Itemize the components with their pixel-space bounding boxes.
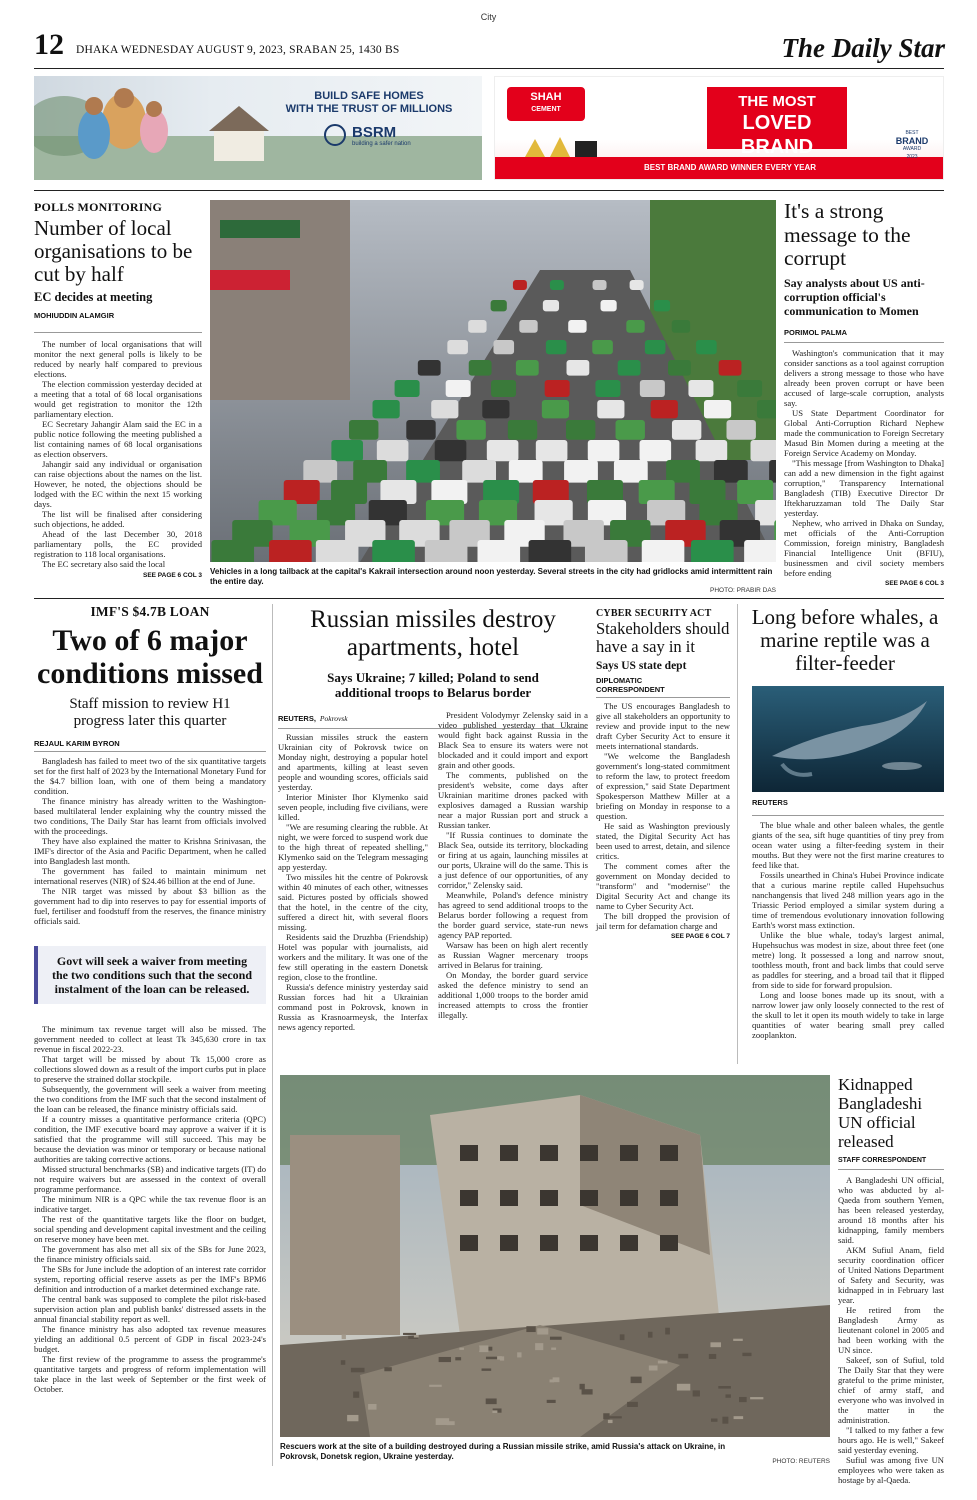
rubble-shape xyxy=(620,1334,625,1340)
vehicle-shape xyxy=(477,540,520,562)
imf-subhead: Staff mission to review H1 progress later this quarter xyxy=(69,696,231,729)
rubble-shape xyxy=(479,1345,488,1352)
vehicle-shape xyxy=(316,540,359,562)
polls-byline: MOHIUDDIN ALAMGIR xyxy=(34,311,115,320)
vehicle-shape xyxy=(468,320,486,333)
paragraph: The NIR target was missed by about $3 billion as the government had to dip into reserves to pay for essential imports of fuel, fertiliser and foodstuff from the reserves, the finance ministry officials said. xyxy=(34,886,266,926)
vehicle-shape xyxy=(593,280,607,290)
shah-headline-line1: THE MOST xyxy=(738,93,816,110)
vehicle-shape xyxy=(744,540,776,562)
paragraph: "I talked to my father a few hours ago. He is well," Sakeef said yesterday evening. xyxy=(838,1425,944,1455)
vehicle-shape xyxy=(751,440,776,461)
polls-kicker: POLLS MONITORING xyxy=(34,200,162,214)
polls-headline[interactable]: Number of local organisations to be cut by half xyxy=(34,216,193,286)
paragraph: Residents said the Druzhba (Friendship) Hotel was popular with journalists, aid workers and the military. It was one of the few still operating in the eastern Donetsk region, close to the frontline. xyxy=(278,932,428,982)
vehicle-shape xyxy=(600,300,616,311)
rubble-shape xyxy=(709,1354,716,1359)
window-shape xyxy=(660,1145,678,1161)
rubble-shape xyxy=(429,1385,442,1387)
vehicle-shape xyxy=(642,540,685,562)
paragraph: A Bangladeshi UN official, who was abducted by al-Qaeda from southern Yemen, has been released yesterday, around 18 months after his kidnapping, family members said. xyxy=(838,1175,944,1245)
story-whales xyxy=(746,606,944,675)
rubble-shape xyxy=(537,1328,548,1334)
vehicle-shape xyxy=(588,440,620,461)
rubble-shape xyxy=(627,1402,638,1407)
polls-rule xyxy=(34,332,202,333)
traffic-caption: Vehicles in a long tailback at the capital's Kakrail intersection around noon yesterday. Several streets in the city had gridlocks amid intermittent rain the entire day. xyxy=(210,567,773,586)
paragraph: "If Russia continues to dominate the Black Sea, outside its territory, blockading or firing at us again, launching missiles at our ports, Ukraine will do the same. This is a just defence of our opportunities, of any corridor," Zelensky said. xyxy=(438,830,588,890)
traffic-credit: PHOTO: PRABIR DAS xyxy=(710,587,776,594)
rubble-shape xyxy=(693,1390,700,1396)
rubble-shape xyxy=(353,1391,359,1397)
paragraph: Unlike the blue whale, today's largest animal, Hupehsuchus was modest in size, about three feet (one metre) long. It possessed a long and narrow snout, toothless mouth, front and back limbs that could serve as paddles for steering, and a broad tail that it flipped from side to side for forward propulsion. xyxy=(752,930,944,990)
vehicle-shape xyxy=(737,380,762,397)
corrupt-byline: PORIMOL PALMA xyxy=(784,327,848,337)
traffic-photo xyxy=(210,200,776,562)
vehicle-shape xyxy=(513,280,527,290)
rubble-shape xyxy=(517,1352,521,1357)
rubble-shape xyxy=(497,1356,502,1359)
russia-col1 xyxy=(278,732,428,1032)
corrupt-subhead: Say analysts about US anti-corruption official's communication to Momen xyxy=(784,275,925,318)
paragraph: Ahead of the last December 30, 2018 parliamentary polls, the EC provided registration to 118 local organisations. xyxy=(34,529,202,559)
rubble-shape xyxy=(551,1348,556,1350)
imf-kicker: IMF'S $4.7B LOAN xyxy=(90,604,210,619)
vehicle-shape xyxy=(536,440,568,461)
vehicle-shape xyxy=(491,380,516,397)
story-cyber xyxy=(596,608,730,940)
shah-logo-line2: CEMENT xyxy=(531,106,561,113)
rubble-shape xyxy=(492,1410,497,1413)
vehicle-shape xyxy=(626,320,644,333)
vehicle-shape xyxy=(493,340,514,354)
paragraph: The US encourages Bangladesh to give all stakeholders an opportunity to review and provide input to the new draft Cyber Security Act to ensure it meets international standards. xyxy=(596,701,730,751)
bsrm-tagline: building a safer nation xyxy=(352,141,411,147)
cyber-byline xyxy=(596,676,730,694)
rubble-shape xyxy=(711,1419,717,1422)
rubble-shape xyxy=(414,1335,419,1338)
paper-name: The Daily Star xyxy=(781,33,945,63)
vehicle-shape xyxy=(211,540,254,562)
corrupt-rule xyxy=(784,342,944,343)
vehicle-shape xyxy=(592,340,613,354)
rubble-shape xyxy=(455,1357,461,1360)
cyber-rule xyxy=(596,697,730,698)
vehicle-shape xyxy=(564,460,598,483)
rubble-shape xyxy=(436,1418,449,1425)
paragraph: EC Secretary Jahangir Alam said the EC in a public notice following the meeting published a list containing names of 68 local organisations as election observers. xyxy=(34,419,202,459)
kidnapped-headline[interactable]: Kidnapped Bangladeshi UN official released xyxy=(838,1075,923,1151)
pokrovsk-photo xyxy=(280,1075,830,1437)
vehicle-shape xyxy=(303,460,337,483)
cyber-see-page-link[interactable]: SEE PAGE 6 COL 7 xyxy=(670,933,730,940)
imf-body-a xyxy=(34,756,266,926)
paragraph: Two missiles hit the centre of Pokrovsk within 40 minutes of each other, witnesses said. Pictures posted by officials showed that the hotel, in the centre of the city, suffered a direct hit, with several floors missing. xyxy=(278,872,428,932)
vehicle-shape xyxy=(542,400,569,418)
rubble-shape xyxy=(649,1365,658,1370)
story-imf xyxy=(34,604,266,1394)
vehicle-shape xyxy=(654,300,670,311)
rubble-shape xyxy=(665,1328,670,1335)
imf-byline: REJAUL KARIM BYRON xyxy=(34,739,120,748)
russia-byline: REUTERS, xyxy=(278,714,316,723)
window-shape xyxy=(580,1235,598,1251)
rubble-shape xyxy=(439,1357,451,1362)
russia-byline-place: Pokrovsk xyxy=(319,714,348,723)
rubble-shape xyxy=(368,1404,376,1410)
paragraph: Jahangir said any individual or organisation can raise objections about the names on the list. However, he noted, the objections should be lodged with the EC within the next 15 working days. xyxy=(34,459,202,509)
vehicle-shape xyxy=(469,360,492,376)
vehicle-shape xyxy=(757,400,776,418)
vehicle-shape xyxy=(688,380,713,397)
award-line3: AWARD xyxy=(902,146,922,152)
paragraph: He retired from the Bangladesh Army as lieutenant colonel in 2005 and had been working with the UN since. xyxy=(838,1305,944,1355)
rubble-shape xyxy=(526,1326,535,1332)
bsrm-headline xyxy=(284,90,454,116)
vehicle-shape xyxy=(640,440,672,461)
vehicle-shape xyxy=(406,420,435,440)
masthead-rule xyxy=(34,68,944,69)
rubble-shape xyxy=(550,1337,562,1340)
shah-headline xyxy=(707,87,847,158)
window-shape xyxy=(460,1235,478,1251)
whales-illustration-art xyxy=(752,686,944,792)
paragraph: The number of local organisations that will monitor the next general polls is likely to be reduced by nearly half compared to previous elections. xyxy=(34,339,202,379)
paragraph: They have also explained the matter to Krishna Srinivasan, the IMF's director of the Asia and Pacific Department, when he called into Bangladesh last month. xyxy=(34,836,266,866)
vehicle-shape xyxy=(696,440,728,461)
rubble-shape xyxy=(535,1343,543,1350)
vehicle-shape xyxy=(651,400,678,418)
cyber-body xyxy=(596,701,730,931)
rubble-shape xyxy=(347,1415,358,1421)
award-year: 2023 xyxy=(906,154,918,160)
whales-illustration xyxy=(752,686,944,792)
vehicle-shape xyxy=(406,460,440,483)
window-shape xyxy=(660,1235,678,1251)
bsrm-brand: BSRM xyxy=(352,124,397,141)
vehicle-shape xyxy=(546,340,567,354)
whales-rule xyxy=(752,815,944,816)
vehicle-shape xyxy=(373,400,400,418)
imf-pullquote: Govt will seek a waiver from meeting the two conditions such that the second instalment of the loan can be released. xyxy=(34,946,266,1004)
vehicle-shape xyxy=(418,360,441,376)
rubble-shape xyxy=(580,1384,585,1390)
award-line1: BEST xyxy=(905,130,919,136)
paragraph: The rest of the quantitative targets like the floor on budget, social spending and development capital investment and the ceiling on reserve money have been met. xyxy=(34,1214,266,1244)
vehicle-shape xyxy=(640,380,665,397)
paragraph: Nephew, who arrived in Dhaka on Sunday, met officials of the Anti-Corruption Commission, foreign ministry, Bangladesh Financial Intelligence Unit (BFIU), businessmen and civil society members before ending xyxy=(784,517,944,578)
ad-rule xyxy=(34,190,944,191)
rubble-shape xyxy=(710,1342,721,1347)
paragraph: Russia's defence ministry yesterday said Russian forces had hit a Ukrainian command post in Pokrovsk, known in Russia as Krasnoarmeysk, the Interfax news agency reported. xyxy=(278,982,428,1032)
vehicle-shape xyxy=(568,320,586,333)
vehicle-shape xyxy=(353,460,387,483)
vehicle-shape xyxy=(529,540,572,562)
vehicle-shape xyxy=(456,420,485,440)
paragraph: "We are resuming clearing the rubble. At night, we were forced to suspend work due to the high threat of repeated shelling," Klymenko said on the Telegram messaging app yesterday. xyxy=(278,822,428,872)
vehicle-shape xyxy=(395,380,420,397)
rubble-shape xyxy=(677,1384,690,1391)
kidnapped-rule xyxy=(838,1169,944,1170)
vehicle-shape xyxy=(597,400,624,418)
paragraph: The SBs for June include the adoption of an interest rate corridor system, reporting official reserve assets as per the IMF's BPM6 definition and introduction of a market determined exchange rate. xyxy=(34,1264,266,1294)
vehicle-shape xyxy=(696,340,717,354)
paragraph: The minimum tax revenue target will also be missed. The government needed to collect at least Tk 345,630 crore in tax revenue in fiscal 2022-23. xyxy=(34,1024,266,1054)
paragraph: The bill dropped the provision of jail term for defamation charge and xyxy=(596,911,730,931)
rubble-shape xyxy=(482,1368,492,1370)
rubble-shape xyxy=(725,1394,730,1397)
vehicle-shape xyxy=(447,340,468,354)
cyber-subhead: Says US state dept xyxy=(596,660,687,672)
cyber-byline-line2: CORRESPONDENT xyxy=(596,685,665,694)
vehicle-shape xyxy=(487,440,519,461)
paragraph: The government has also met all six of the SBs for June 2023, the finance ministry officials said. xyxy=(34,1244,266,1264)
vehicle-shape xyxy=(616,420,645,440)
paragraph: Meanwhile, Poland's defence ministry has agreed to send additional troops to the Belarus border following a request from the border guard service, state-run news agency PAP reported. xyxy=(438,890,588,940)
corrupt-body xyxy=(784,348,944,578)
rubble-shape xyxy=(658,1361,668,1364)
paragraph: The first review of the programme to assess the programme's quantitative targets and progress of reform implementation will take place in the last week of September or the first week of October. xyxy=(34,1354,266,1394)
cement-bags-icon xyxy=(520,129,610,159)
paragraph: Interior Minister Ihor Klymenko said seven people, including five civilians, were killed. xyxy=(278,792,428,822)
story-corrupt xyxy=(784,200,944,587)
vehicle-shape xyxy=(585,540,628,562)
corrupt-headline[interactable]: It's a strong message to the corrupt xyxy=(784,199,911,270)
vehicle-shape xyxy=(714,460,748,483)
vehicle-shape xyxy=(719,360,742,376)
polls-body xyxy=(34,339,202,569)
paragraph: "We welcome the Bangladesh government's long-stated commitment to reform the law, to protect freedom of expression," said State Department Spokesperson Matthew Miller at a briefing on Monday in response to a question. xyxy=(596,751,730,821)
window-shape xyxy=(500,1190,518,1206)
vehicle-shape xyxy=(462,460,496,483)
paragraph: AKM Sufiul Anam, field security coordination officer of United Nations Department of Safety and Security, was kidnapped in in February last year. xyxy=(838,1245,944,1305)
story-polls xyxy=(34,200,202,579)
paragraph: Russian missiles struck the eastern Ukrainian city of Pokrovsk twice on Monday night, destroying a popular hotel and apartments, killing at least seven people and wounding scores, officials said yesterday. xyxy=(278,732,428,792)
rubble-shape xyxy=(734,1416,744,1419)
traffic-photo-art xyxy=(210,200,776,562)
rubble-shape xyxy=(403,1333,416,1335)
vehicle-shape xyxy=(614,460,648,483)
rubble-shape xyxy=(582,1389,593,1394)
paragraph: The central bank was supposed to complete the pilot risk-based supervision action plan and publish banks' distressed assets in the annual financial stability report as well. xyxy=(34,1294,266,1324)
rubble-shape xyxy=(341,1360,345,1365)
polls-subhead: EC decides at meeting xyxy=(34,290,153,304)
vehicle-shape xyxy=(431,400,458,418)
paragraph: Subsequently, the government will seek a waiver from meeting the two conditions from the IMF such that the second instalment of the loan can be released, the finance ministry officials said. xyxy=(34,1084,266,1114)
vehicle-shape xyxy=(519,320,537,333)
vehicle-shape xyxy=(482,400,509,418)
window-shape xyxy=(620,1145,638,1161)
russia-col2 xyxy=(438,710,588,1032)
window-shape xyxy=(620,1190,638,1206)
cyber-byline-line1: DIPLOMATIC xyxy=(596,676,643,685)
vehicle-shape xyxy=(668,360,691,376)
vehicle-shape xyxy=(508,420,537,440)
vehicle-shape xyxy=(509,460,543,483)
vehicle-shape xyxy=(672,420,701,440)
paragraph: If a country misses a quantitative performance criteria (QPC) condition, the IMF executive board may approve a waiver if it is satisfied that the programme will still succeed. This may be because the deviation was minor or temporary or because national authorities are taking corrective actions. xyxy=(34,1114,266,1164)
cyber-kicker: CYBER SECURITY ACT xyxy=(596,608,712,619)
kidnapped-byline: STAFF CORRESPONDENT xyxy=(838,1157,927,1164)
rubble-shape xyxy=(608,1420,613,1423)
paragraph: He said as Washington previously stated, the Digital Security Act has been used to arrest, detain, and silence critics. xyxy=(596,821,730,861)
paragraph: Fossils unearthed in China's Hubei Province indicate that a curious marine reptile called Hupehsuchus nanchangensis that lived 248 million years ago in the Triassic Period employed a similar system during a time of tremendous evolutionary innovation following Earth's worst mass extinction. xyxy=(752,870,944,930)
vehicle-shape xyxy=(425,540,468,562)
paragraph: Sakeef, son of Sufiul, told The Daily Star that they were grateful to the prime minister, chief of army staff, and everyone who was involved in the matter in the administration. xyxy=(838,1355,944,1425)
vehicle-shape xyxy=(516,360,539,376)
paragraph: Missed structural benchmarks (SB) and indicative targets (IT) do not require waivers but are assessed in the context of overall programme performance. xyxy=(34,1164,266,1194)
window-shape xyxy=(460,1190,478,1206)
vehicle-shape xyxy=(672,320,690,333)
shah-footer-text: BEST BRAND AWARD WINNER EVERY YEAR xyxy=(643,163,817,172)
rubble-shape xyxy=(718,1386,731,1389)
rubble-shape xyxy=(486,1357,497,1360)
pokrovsk-caption: Rescuers work at the site of a building destroyed during a Russian missile strike, amid Russia's attack on Ukraine, in Pokrovsk, Donetsk region, Ukraine yesterday. xyxy=(280,1442,726,1461)
vehicle-shape xyxy=(543,300,559,311)
shah-headline-line2: LOVED BRAND xyxy=(740,112,814,158)
imf-rule xyxy=(34,751,266,752)
russia-subhead: Says Ukraine; 7 killed; Poland to send additional troops to Belarus border xyxy=(327,670,539,700)
cyber-headline[interactable]: Stakeholders should have a say in it xyxy=(596,619,730,656)
paragraph: On Monday, the border guard service asked the defence ministry to send an additional 1,000 troops to the border amid increased attempts to cross the frontier illegally. xyxy=(438,970,588,1020)
pokrovsk-credit: PHOTO: REUTERS xyxy=(772,1458,830,1465)
vehicle-shape xyxy=(435,440,467,461)
paragraph: Long and loose bones made up its snout, with a narrow lower jaw only loosely connected to the rest of the skull to let it open its mouth widely to take in large quantities of water bearing small prey called zooplankton. xyxy=(752,990,944,1040)
window-shape xyxy=(660,1190,678,1206)
window-shape xyxy=(500,1145,518,1161)
paragraph: Washington's communication that it may consider sanctions as a tool against corruption delivers a strong message to those who have already been proven corrupt or have been accused of large-scale corruption, analysts say. xyxy=(784,347,944,408)
story-kidnapped xyxy=(838,1075,944,1485)
paragraph: That target will be missed by about Tk 15,000 crore as collections slowed down as a result of the import curbs put in place to preserve the strained dollar stockpile. xyxy=(34,1054,266,1084)
window-shape xyxy=(460,1145,478,1161)
paragraph: The minimum NIR is a QPC while the tax revenue floor is an indicative target. xyxy=(34,1194,266,1214)
whales-byline: REUTERS xyxy=(752,798,788,807)
paragraph: The finance ministry has also adopted tax revenue measures yielding an additional 0.5 percent of GDP in fiscal 2023-24's budget. xyxy=(34,1324,266,1354)
shah-logo-line1: SHAH xyxy=(530,91,562,103)
vehicle-shape xyxy=(691,540,734,562)
vehicle-shape xyxy=(595,380,620,397)
paragraph: The EC secretary also said the local xyxy=(42,559,166,569)
window-shape xyxy=(580,1145,598,1161)
column-divider xyxy=(272,604,273,1466)
paragraph: The election commission yesterday decided at a meeting that a total of 68 local organisations would get registration to monitor the 12th parliamentary election. xyxy=(34,379,202,419)
paragraph: The comments, published on the president's website, come days after Ukrainian maritime drones packed with explosives damaged a Russian warship near a major Russian port and struck a Russian tanker. xyxy=(438,770,588,830)
vehicle-shape xyxy=(377,440,409,461)
bsrm-ad[interactable] xyxy=(34,76,482,180)
paragraph: The comment comes after the government on Monday decided to "transform" and "modernise" the Digital Security Act and change its name to Cyber Security Act. xyxy=(596,861,730,911)
window-shape xyxy=(500,1235,518,1251)
vehicle-shape xyxy=(331,440,363,461)
paragraph: The government has failed to maintain minimum net international reserves (NIR) of $24.46 billion at the end of June. xyxy=(34,866,266,886)
rubble-shape xyxy=(550,1379,555,1382)
rubble-shape xyxy=(351,1368,365,1372)
paragraph: US State Department Coordinator for Global Anti-Corruption Richard Nephew made the communication to Foreign Secretary Masud Bin Momen during a meeting at the Foreign Service Academy on Monday. xyxy=(784,407,944,458)
vehicle-shape xyxy=(566,420,595,440)
paragraph: Sufiul was among five UN employees who were taken as hostage by al-Qaeda. xyxy=(838,1455,944,1485)
paragraph: Bangladesh has failed to meet two of the six quantitative targets set for the first half of 2023 by the International Monetary Fund for the $4.7 billion loan, with one of them being a mandatory condition. xyxy=(34,756,266,796)
row-rule xyxy=(34,598,944,599)
vehicle-shape xyxy=(545,380,570,397)
section-label: City xyxy=(480,12,497,22)
rubble-shape xyxy=(733,1339,743,1341)
shah-logo xyxy=(507,87,585,121)
rubble-shape xyxy=(384,1367,391,1371)
vehicle-shape xyxy=(550,280,564,290)
whales-headline[interactable]: Long before whales, a marine reptile was a filter-feeder xyxy=(751,605,939,675)
dateline: DHAKA WEDNESDAY AUGUST 9, 2023, SRABAN 25, 1430 BS xyxy=(76,44,400,56)
vehicle-shape xyxy=(630,280,644,290)
bsrm-logo-icon xyxy=(324,124,346,146)
whales-text-block xyxy=(752,798,944,1040)
vehicle-shape xyxy=(567,360,590,376)
rubble-shape xyxy=(547,1400,556,1403)
imf-headline[interactable]: Two of 6 major conditions missed xyxy=(37,624,263,690)
rubble-shape xyxy=(631,1377,642,1384)
vehicle-shape xyxy=(446,380,471,397)
imf-body-b xyxy=(34,1024,266,1394)
rubble-shape xyxy=(608,1416,621,1418)
russia-headline[interactable]: Russian missiles destroy apartments, hotel xyxy=(310,606,556,661)
paragraph: President Volodymyr Zelensky said in a video published yesterday that Ukraine would fight back against Russia in the Black Sea to ensure its waters were not blockaded and it could import and export grain and other goods. xyxy=(438,710,588,770)
window-shape xyxy=(540,1190,558,1206)
rubble-shape xyxy=(459,1348,464,1350)
vehicle-shape xyxy=(704,400,731,418)
story-russia xyxy=(278,606,588,1032)
paragraph: "This message [from Washington to Dhaka] can add a new dimension in the fight against corruption," Transparency International Bangladesh (TIB) Executive Director Dr Iftekharuzzaman told The Daily Star yesterday. xyxy=(784,457,944,518)
rubble-shape xyxy=(722,1417,728,1424)
shah-cement-ad[interactable] xyxy=(494,76,944,180)
vehicle-shape xyxy=(769,460,776,483)
window-shape xyxy=(580,1190,598,1206)
rubble-shape xyxy=(750,1397,763,1399)
bsrm-headline-line2: WITH THE TRUST OF MILLIONS xyxy=(285,103,453,115)
bsrm-headline-line1: BUILD SAFE HOMES xyxy=(314,90,424,102)
vehicle-shape xyxy=(491,300,507,311)
paragraph: The blue whale and other baleen whales, the gentle giants of the sea, sift huge quantities of tiny prey from ocean water using a filter-feeding system in their mouths. But they were not the first marine creatures to feed like that. xyxy=(752,820,944,870)
vehicle-shape xyxy=(618,360,641,376)
vehicle-shape xyxy=(269,540,312,562)
rubble-shape xyxy=(739,1397,747,1402)
vehicle-shape xyxy=(349,420,378,440)
vehicle-shape xyxy=(372,540,415,562)
rubble-shape xyxy=(678,1354,688,1359)
paragraph: The list will be finalised after considering such objections, he added. xyxy=(34,509,202,529)
rubble-shape xyxy=(742,1353,751,1356)
vehicle-shape xyxy=(666,460,700,483)
window-shape xyxy=(620,1235,638,1251)
kidnapped-body xyxy=(838,1175,944,1485)
pokrovsk-photo-art xyxy=(280,1075,830,1437)
vehicle-shape xyxy=(645,340,666,354)
window-shape xyxy=(540,1235,558,1251)
corrupt-see-page-link[interactable]: SEE PAGE 6 COL 3 xyxy=(884,579,944,587)
best-brand-award-logo xyxy=(887,129,937,161)
page-number: 12 xyxy=(34,28,64,61)
rubble-shape xyxy=(342,1334,346,1339)
rubble-shape xyxy=(648,1332,653,1338)
column-divider xyxy=(737,604,738,1064)
whales-body xyxy=(752,820,944,1040)
paragraph: Warsaw has been on high alert recently as Russian Wagner mercenary troops arrived in Belarus for training. xyxy=(438,940,588,970)
rubble-shape xyxy=(486,1398,497,1404)
polls-see-page-link[interactable]: SEE PAGE 6 COL 3 xyxy=(142,572,202,579)
window-shape xyxy=(540,1145,558,1161)
vehicle-shape xyxy=(726,420,755,440)
paragraph: The finance ministry has already written to the Washington-based multilateral lender explaining why the country missed the two conditions, The Daily Star has learnt from officials involved with the proceedings. xyxy=(34,796,266,836)
award-line2: BRAND xyxy=(895,136,929,146)
